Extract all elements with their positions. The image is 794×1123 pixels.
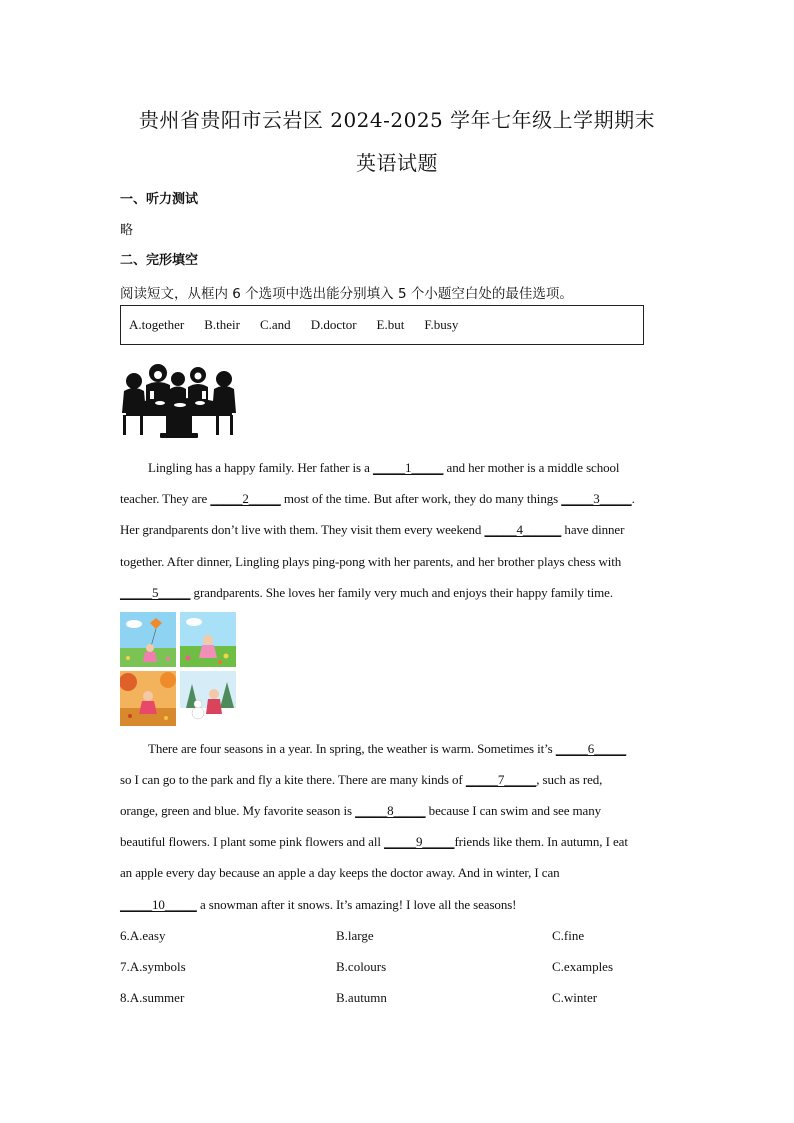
passage2-text: because I can swim and see many xyxy=(425,803,601,818)
passage2-line4 xyxy=(120,834,675,850)
blank-1: _____1_____ xyxy=(372,460,444,475)
passage1-line1 xyxy=(148,460,675,476)
autumn-leaves-image xyxy=(120,671,176,726)
page-title-line1: 贵州省贵阳市云岩区 2024-2025 学年七年级上学期期末 xyxy=(138,108,656,132)
section2-instruction: 阅读短文，从框内 6 个选项中选出能分别填入 5 个小题空白处的最佳选项。 xyxy=(120,286,573,302)
passage2-line5 xyxy=(120,865,675,881)
passage1-line3 xyxy=(120,522,675,538)
passage2-text: a snowman after it snows. It’s amazing! I love all the seasons! xyxy=(196,897,517,912)
passage1-text: together. After dinner, Lingling plays ping-pong with her parents, and her brother plays chess with xyxy=(120,554,622,569)
option-b: B.their xyxy=(204,317,240,332)
option-c: C.and xyxy=(259,317,291,332)
spring-kite-image xyxy=(120,612,176,667)
blank-4: _____4______ xyxy=(484,522,562,537)
passage1-line2 xyxy=(120,491,675,507)
option-e: E.but xyxy=(376,317,405,332)
passage2-text: orange, green and blue. My favorite season is xyxy=(120,803,356,818)
q6-option-c: C.fine xyxy=(552,928,585,943)
page-title-line2: 英语试题 xyxy=(356,151,438,175)
q7-option-a: 7.A.symbols xyxy=(120,959,186,974)
passage2-text: beautiful flowers. I plant some pink flowers and all xyxy=(120,834,385,849)
passage1-text: Lingling has a happy family. Her father is a xyxy=(148,460,373,475)
passage2-line1 xyxy=(148,741,675,757)
q8-option-b: B.autumn xyxy=(336,990,387,1005)
passage2-text: There are four seasons in a year. In spring, the weather is warm. Sometimes it’s xyxy=(148,741,556,756)
passage1-text: and her mother is a middle school xyxy=(443,460,620,475)
q6-option-a: 6.A.easy xyxy=(120,928,166,943)
section1-content: 略 xyxy=(120,223,134,238)
q7-option-b: B.colours xyxy=(336,959,387,974)
winter-snowman-image xyxy=(180,671,236,726)
passage1-text: teacher. They are xyxy=(120,491,211,506)
passage2-line2 xyxy=(120,772,675,788)
passage2-text: so I can go to the park and fly a kite there. There are many kinds of xyxy=(120,772,466,787)
passage2-text: friends like them. In autumn, I eat xyxy=(454,834,628,849)
option-a: A.together xyxy=(129,317,185,332)
family-dinner-illustration xyxy=(120,363,238,439)
q8-option-c: C.winter xyxy=(552,990,598,1005)
passage2-text: an apple every day because an apple a day keeps the doctor away. And in winter, I can xyxy=(120,865,560,880)
passage1-line5 xyxy=(120,585,675,601)
blank-8: _____8_____ xyxy=(355,803,426,818)
blank-5: _____5_____ xyxy=(120,585,191,600)
blank-3: _____3_____ xyxy=(561,491,632,506)
passage1-text: most of the time. But after work, they do many things xyxy=(280,491,562,506)
q7-option-c: C.examples xyxy=(552,959,614,974)
q8-option-a: 8.A.summer xyxy=(120,990,185,1005)
passage1-text: have dinner xyxy=(561,522,625,537)
section2-heading: 二、完形填空 xyxy=(120,253,199,268)
passage1-text: . xyxy=(631,491,635,506)
blank-7: _____7_____ xyxy=(465,772,537,787)
blank-9: _____9_____ xyxy=(384,834,455,849)
blank-6: _____6_____ xyxy=(555,741,627,756)
blank-2: _____2_____ xyxy=(210,491,281,506)
option-f: F.busy xyxy=(424,317,459,332)
passage1-text: Her grandparents don’t live with them. They visit them every weekend xyxy=(120,522,485,537)
passage1-line4 xyxy=(120,554,675,570)
passage2-line3 xyxy=(120,803,675,819)
passage2-line6 xyxy=(120,897,675,913)
options-box xyxy=(120,305,644,345)
passage2-text: , such as red, xyxy=(536,772,603,787)
option-d: D.doctor xyxy=(310,317,357,332)
summer-flowers-image xyxy=(180,612,236,667)
blank-10: _____10_____ xyxy=(120,897,197,912)
passage1-text: grandparents. She loves her family very much and enjoys their happy family time. xyxy=(190,585,613,600)
four-seasons-illustration xyxy=(120,612,236,726)
section1-heading: 一、听力测试 xyxy=(120,192,199,207)
q6-option-b: B.large xyxy=(336,928,374,943)
